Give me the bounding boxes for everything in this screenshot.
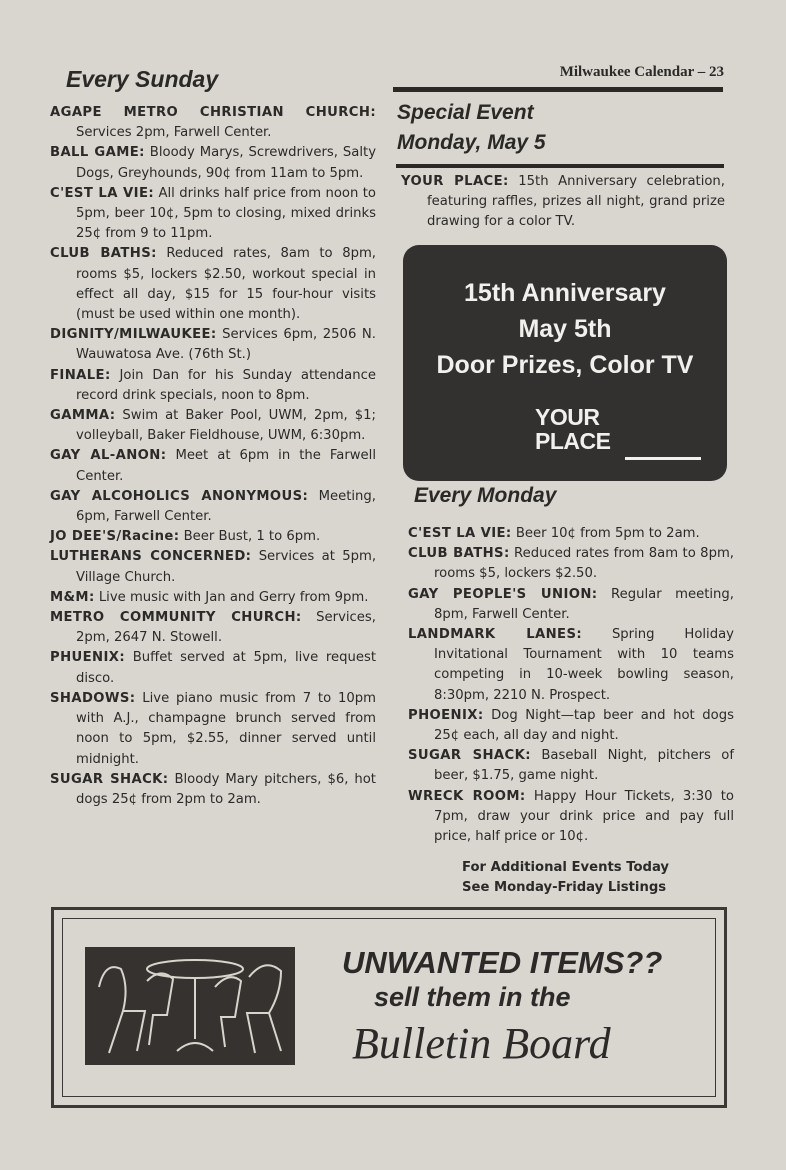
monday-listings [408,524,734,847]
bulletin-subline: sell them in the [374,982,571,1012]
listing-entry: SHADOWS: Live piano music from 7 to 10pm with A.J., champagne brunch served from noon to 5pm, $2.55, dinner served until midnight. [50,690,376,767]
listing-entry: SUGAR SHACK: Bloody Mary pitchers, $6, hot dogs 25¢ from 2pm to 2am. [50,771,376,807]
listing-entry: GAY AL-ANON: Meet at 6pm in the Farwell Center. [50,448,376,484]
listing-entry: GAY PEOPLE'S UNION: Regular meeting, 8pm, Farwell Center. [408,586,734,622]
listing-entry: PHOENIX: Dog Night—tap beer and hot dogs 25¢ each, all day and night. [408,707,734,744]
listing-entry: M&M: Live music with Jan and Gerry from 9pm. [50,589,369,605]
every-monday-heading: Every Monday [414,484,557,507]
listing-entry: CLUB BATHS: Reduced rates from 8am to 8pm, rooms $5, lockers $2.50. [408,546,734,582]
additional-events-note: For Additional Events Today See Monday-Friday Listings [462,860,670,895]
sunday-listings [50,103,376,810]
ad-line: 15th Anniversary [464,279,666,307]
listing-entry: GAY ALCOHOLICS ANONYMOUS: Meeting, 6pm, Farwell Center. [50,488,376,525]
running-head: Milwaukee Calendar – 23 [559,64,724,80]
listing-entry: FINALE: Join Dan for his Sunday attendance record drink specials, noon to 8pm. [50,367,376,403]
listing-entry: LUTHERANS CONCERNED: Services at 5pm, Village Church. [50,549,377,585]
listing-entry: JO DEE'S/Racine: Beer Bust, 1 to 6pm. [50,529,321,545]
listing-entry: GAMMA: Swim at Baker Pool, UWM, 2pm, $1; volleyball, Baker Fieldhouse, UWM, 6:30pm. [50,408,376,444]
logo-underline [625,457,701,460]
special-event-heading: Special Event Monday, May 5 [397,101,546,154]
listing-entry: CLUB BATHS: Reduced rates, 8am to 8pm, rooms $5, lockers $2.50, workout special in effect all day, $15 for 15 four-hour visits (must be used within one month). [50,246,376,323]
listing-entry: C'EST LA VIE: All drinks half price from noon to 5pm, beer 10¢, 5pm to closing, mixed drinks 25¢ from 9 to 11pm. [50,185,376,242]
bulletin-headline: UNWANTED ITEMS?? [342,945,663,980]
top-rule [393,87,723,92]
listing-entry: WRECK ROOM: Happy Hour Tickets, 3:30 to 7pm, draw your drink price and pay full price, half price or 10¢. [408,788,734,845]
patio-furniture-illustration-icon [85,947,295,1065]
listing-entry: DIGNITY/MILWAUKEE: Services 6pm, 2506 N. Wauwatosa Ave. (76th St.) [50,327,376,363]
anniversary-ad [403,245,727,481]
listing-entry: YOUR PLACE: 15th Anniversary celebration, featuring raffles, prizes all night, grand prize drawing for a color TV. [401,174,725,230]
bulletin-board-title: Bulletin Board [352,1019,611,1068]
listing-entry: BALL GAME: Bloody Marys, Screwdrivers, Salty Dogs, Greyhounds, 90¢ from 11am to 5pm. [50,145,376,181]
special-rule [396,164,724,168]
listing-entry: LANDMARK LANES: Spring Holiday Invitational Tournament with 10 teams competing in 10-week bowling season, 8:30pm, 2210 N. Prospect. [408,627,734,703]
listing-entry: AGAPE METRO CHRISTIAN CHURCH: Services 2pm, Farwell Center. [50,105,376,141]
ad-line: Door Prizes, Color TV [436,351,694,379]
listing-entry: PHUENIX: Buffet served at 5pm, live request disco. [50,650,376,686]
special-event-listing [401,172,725,233]
listing-entry: SUGAR SHACK: Baseball Night, pitchers of beer, $1.75, game night. [408,748,734,784]
listing-entry: C'EST LA VIE: Beer 10¢ from 5pm to 2am. [408,526,700,541]
your-place-logo: YOUR PLACE [535,404,611,454]
ad-line: May 5th [518,315,612,343]
every-sunday-heading: Every Sunday [66,66,219,92]
listing-entry: METRO COMMUNITY CHURCH: Services, 2pm, 2647 N. Stowell. [50,610,376,646]
